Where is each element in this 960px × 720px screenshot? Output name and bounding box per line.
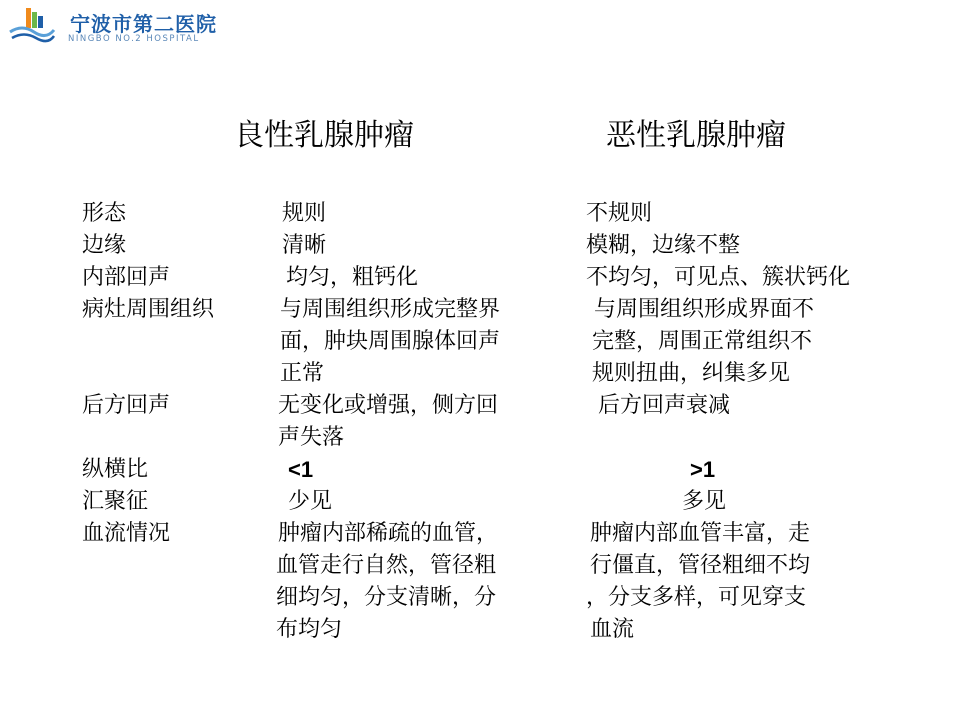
- benign-cell-line: 布均匀: [276, 617, 343, 642]
- malignant-cell-line: 肿瘤内部血管丰富，走: [590, 521, 811, 546]
- benign-cell-line: 与周围组织形成完整界: [280, 297, 501, 322]
- benign-cell-line: <1: [288, 457, 314, 482]
- malignant-cell-line: 多见: [682, 489, 727, 514]
- hospital-logo-icon: [8, 6, 56, 44]
- benign-cell-line: 正常: [280, 361, 325, 386]
- row-label: 后方回声: [82, 393, 171, 418]
- row-label: 形态: [82, 201, 127, 226]
- benign-cell-line: 均匀，粗钙化: [286, 265, 419, 290]
- row-label: 内部回声: [82, 265, 171, 290]
- row-label: 汇聚征: [82, 489, 149, 514]
- hospital-logo: [8, 6, 238, 46]
- malignant-cell-line: 行僵直，管径粗细不均: [590, 553, 811, 578]
- malignant-cell-line: 后方回声衰减: [598, 393, 731, 418]
- row-label: 纵横比: [82, 457, 149, 482]
- benign-cell-line: 无变化或增强，侧方回: [278, 393, 499, 418]
- malignant-cell-line: 规则扭曲，纠集多见: [592, 361, 791, 386]
- malignant-heading: 恶性乳腺肿瘤: [606, 118, 786, 153]
- malignant-cell-line: 模糊，边缘不整: [586, 233, 741, 258]
- benign-cell-line: 肿瘤内部稀疏的血管，: [278, 521, 499, 546]
- benign-cell-line: 血管走行自然，管径粗: [276, 553, 497, 578]
- benign-cell-line: 细均匀，分支清晰，分: [276, 585, 497, 610]
- benign-cell-line: 规则: [282, 201, 327, 226]
- benign-cell-line: 少见: [288, 489, 333, 514]
- hospital-name-cn: 宁波市第二医院: [70, 12, 217, 36]
- benign-cell-line: 面，肿块周围腺体回声: [280, 329, 501, 354]
- row-label: 病灶周围组织: [82, 297, 215, 322]
- hospital-name-en: NINGBO NO.2 HOSPITAL: [68, 34, 200, 44]
- benign-cell-line: 声失落: [278, 425, 345, 450]
- malignant-cell-line: ，分支多样，可见穿支: [586, 585, 807, 610]
- row-label: 血流情况: [82, 521, 171, 546]
- malignant-cell-line: 不均匀，可见点、簇状钙化: [586, 265, 851, 290]
- benign-heading: 良性乳腺肿瘤: [234, 118, 414, 153]
- benign-cell-line: 清晰: [282, 233, 327, 258]
- malignant-cell-line: >1: [690, 457, 716, 482]
- malignant-cell-line: 完整，周围正常组织不: [592, 329, 813, 354]
- malignant-cell-line: 不规则: [586, 201, 653, 226]
- malignant-cell-line: 与周围组织形成界面不: [594, 297, 815, 322]
- malignant-cell-line: 血流: [590, 617, 635, 642]
- row-label: 边缘: [82, 233, 127, 258]
